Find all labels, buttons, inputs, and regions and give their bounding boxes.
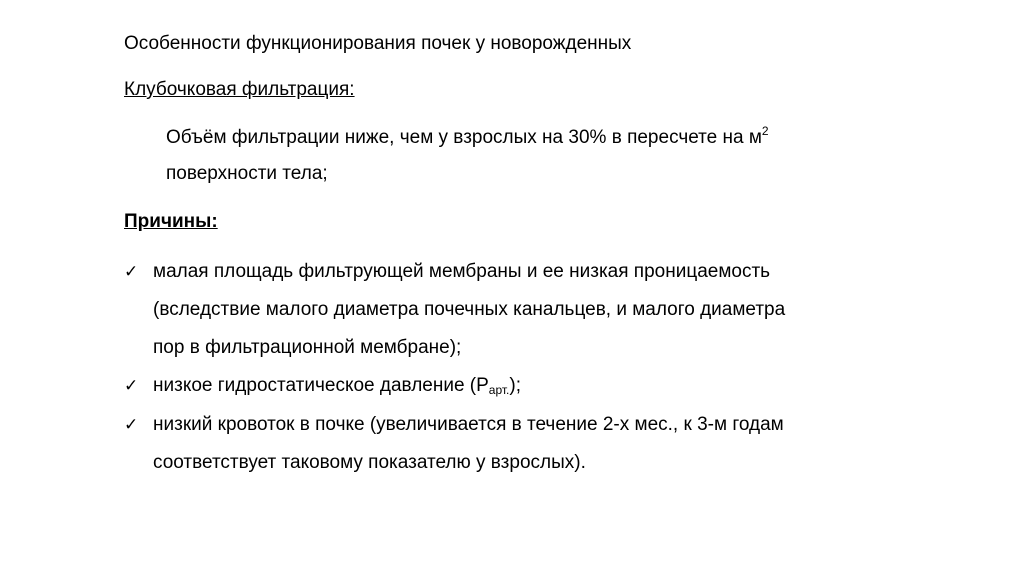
bullet-3-line-1: низкий кровоток в почке (увеличивается в течение 2-х мес., к 3-м годам	[153, 414, 784, 435]
bullet-2-text: низкое гидростатическое давление (Р	[153, 375, 489, 396]
bullet-1-line-3: пор в фильтрационной мембране);	[153, 337, 462, 358]
superscript: 2	[761, 124, 769, 138]
slide-title: Особенности функционирования почек у новорожденных	[124, 33, 632, 54]
reasons-heading: Причины:	[124, 211, 218, 232]
bullet-2	[153, 374, 521, 398]
bullet-2-text-end: );	[509, 375, 521, 396]
bullet-3-line-2: соответствует таковому показателю у взрослых).	[153, 452, 586, 473]
bullet-1-line-1: малая площадь фильтрующей мембраны и ее низкая проницаемость	[153, 261, 771, 282]
subscript: арт.	[488, 383, 510, 397]
checkmark-icon: ✓	[124, 262, 139, 281]
checkmark-icon: ✓	[124, 376, 139, 395]
filtration-text: Объём фильтрации ниже, чем у взрослых на 30% в пересчете на м	[166, 127, 762, 148]
filtration-text-line-2: поверхности тела;	[166, 163, 328, 184]
section-heading: Клубочковая фильтрация:	[124, 79, 355, 100]
bullet-1-line-2: (вследствие малого диаметра почечных канальцев, и малого диаметра	[153, 299, 786, 320]
filtration-text-line-1	[166, 126, 769, 150]
checkmark-icon: ✓	[124, 415, 139, 434]
